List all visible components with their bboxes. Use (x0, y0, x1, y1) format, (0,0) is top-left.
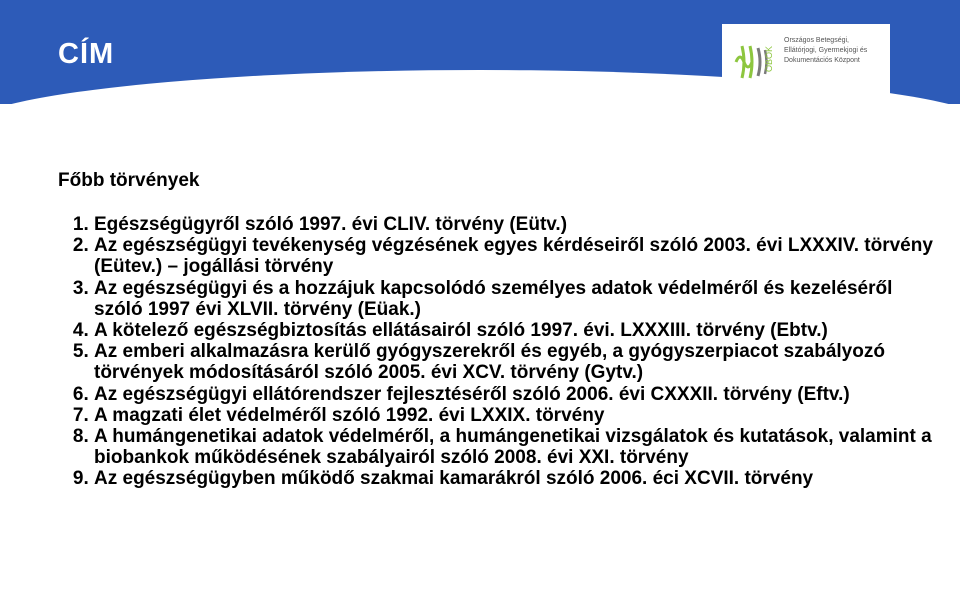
logo-mark-icon (730, 32, 780, 88)
list-item: 5. Az emberi alkalmazásra kerülő gyógyszerekről és egyéb, a gyógyszerpiacot szabályozó törvények módosításáról szóló 2005. évi XCV. törvény (Gytv.) (94, 341, 938, 383)
list-item: 9. Az egészségügyben működő szakmai kamarákról szóló 2006. éci XCVII. törvény (94, 468, 938, 489)
list-item: 1. Egészségügyről szóló 1997. évi CLIV. törvény (Eütv.) (94, 214, 938, 235)
slide-content (58, 170, 938, 490)
obdk-logo (722, 24, 890, 96)
list-item: 8. A humángenetikai adatok védelméről, a humángenetikai vizsgálatok és kutatások, valamint a biobankok működésének szabályairól szóló 2008. évi XXI. törvény (94, 426, 938, 468)
list-item: 4. A kötelező egészségbiztosítás ellátásairól szóló 1997. évi. LXXXIII. törvény (Ebtv.) (94, 320, 938, 341)
list-item: 6. Az egészségügyi ellátórendszer fejlesztéséről szóló 2006. évi CXXXII. törvény (Eftv.) (94, 384, 938, 405)
logo-line: Országos Betegségi, (784, 37, 849, 44)
logo-text (784, 36, 888, 66)
section-heading: Főbb törvények (58, 170, 200, 191)
slide-title: CÍM (58, 38, 115, 70)
list-item: 3. Az egészségügyi és a hozzájuk kapcsolódó személyes adatok védelméről és kezeléséről szóló 1997 évi XLVII. törvény (Eüak.) (94, 278, 938, 320)
logo-line: Ellátórjogi, Gyermekjogi és (784, 47, 868, 54)
law-list (58, 214, 938, 490)
logo-line: Dokumentációs Központ (784, 57, 860, 64)
list-item: 7. A magzati élet védelméről szóló 1992. évi LXXIX. törvény (94, 405, 938, 426)
list-item: 2. Az egészségügyi tevékenység végzésének egyes kérdéseiről szóló 2003. évi LXXXIV. törvény (Eütev.) – jogállási törvény (94, 235, 938, 277)
logo-vertical-text: OBOK (764, 45, 774, 72)
